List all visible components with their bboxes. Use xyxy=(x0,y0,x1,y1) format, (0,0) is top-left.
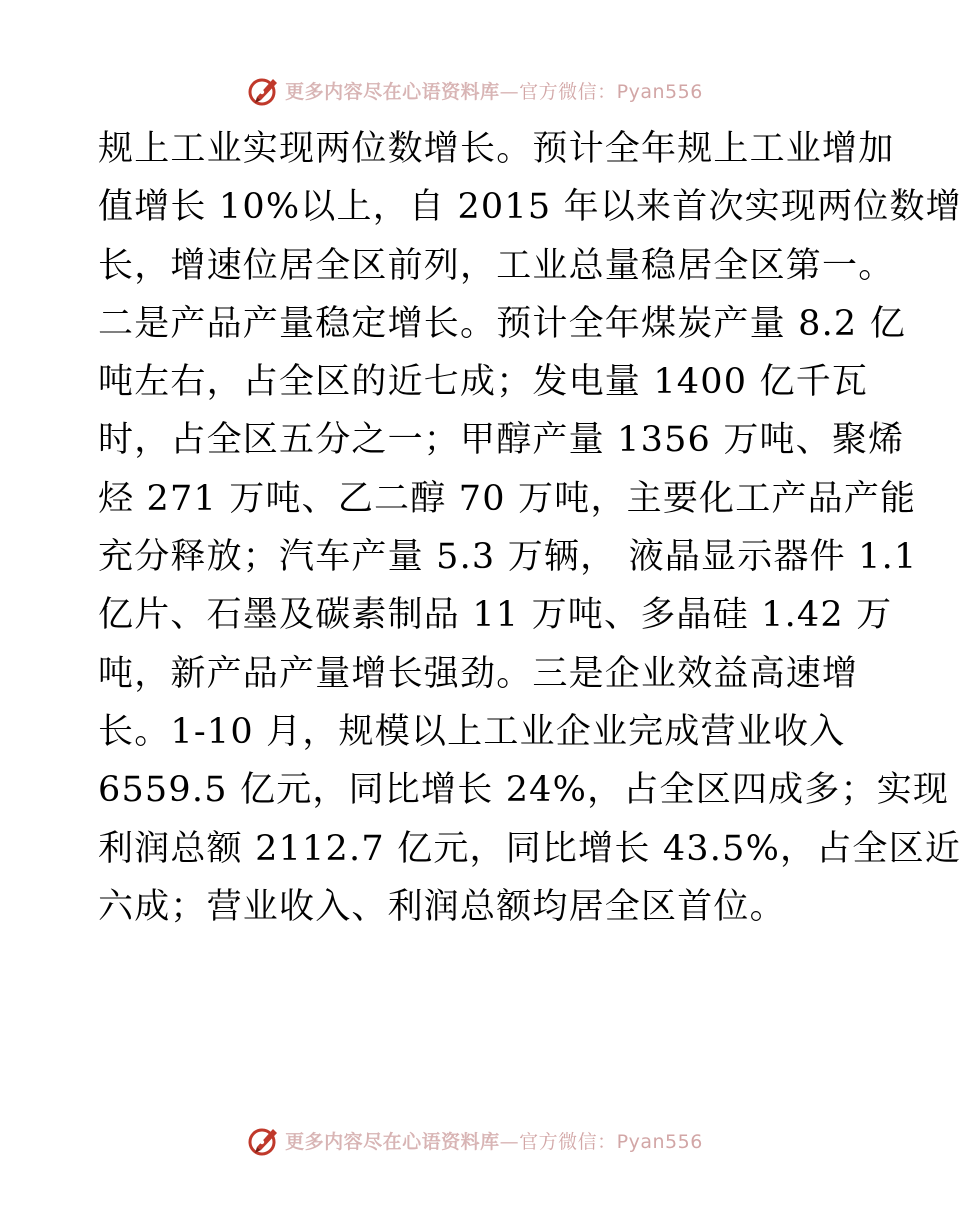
header-banner-lead: 更多内容尽在心语资料库 xyxy=(285,80,500,103)
text-line: 充分释放；汽车产量 5.3 万辆， 液晶显示器件 1.1 xyxy=(98,537,918,578)
footer-banner xyxy=(0,1122,950,1158)
footer-banner-text xyxy=(285,1127,703,1154)
text-line: 利润总额 2112.7 亿元，同比增长 43.5%，占全区近 xyxy=(98,828,962,869)
text-line: 6559.5 亿元，同比增长 24%，占全区四成多；实现 xyxy=(98,770,950,811)
pen-nib-logo-icon xyxy=(247,73,281,107)
document-body xyxy=(98,120,962,936)
text-line: 时，占全区五分之一；甲醇产量 1356 万吨、聚烯 xyxy=(98,420,905,461)
text-line: 值增长 10%以上，自 2015 年以来首次实现两位数增 xyxy=(98,187,962,228)
text-line: 吨左右，占全区的近七成；发电量 1400 亿千瓦 xyxy=(98,362,869,403)
text-line: 二是产品产量稳定增长。预计全年煤炭产量 8.2 亿 xyxy=(98,303,906,344)
header-banner-wechat: 官方微信：Pyan556 xyxy=(519,80,703,103)
footer-banner-wechat: 官方微信：Pyan556 xyxy=(519,1130,703,1153)
text-line: 长，增速位居全区前列，工业总量稳居全区第一。 xyxy=(98,245,895,286)
text-line: 长。1-10 月，规模以上工业企业完成营业收入 xyxy=(98,711,846,752)
footer-banner-separator: — xyxy=(499,1130,520,1153)
text-line: 吨，新产品产量增长强劲。三是企业效益高速增 xyxy=(98,653,859,694)
pen-nib-logo-icon xyxy=(247,1123,281,1157)
text-line: 亿片、石墨及碳素制品 11 万吨、多晶硅 1.42 万 xyxy=(98,595,893,636)
text-line: 六成；营业收入、利润总额均居全区首位。 xyxy=(98,886,786,927)
footer-banner-lead: 更多内容尽在心语资料库 xyxy=(285,1130,500,1153)
text-line: 规上工业实现两位数增长。预计全年规上工业增加 xyxy=(98,129,895,169)
header-banner xyxy=(0,72,950,108)
header-banner-text xyxy=(285,77,703,104)
header-banner-separator: — xyxy=(499,80,520,103)
text-line: 烃 271 万吨、乙二醇 70 万吨，主要化工产品产能 xyxy=(98,478,917,519)
